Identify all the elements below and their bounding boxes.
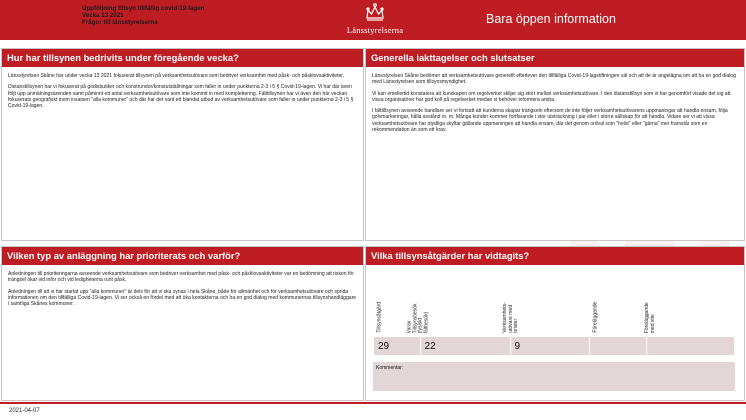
panel-title: Vilka tillsynsåtgärder har vidtagits? <box>366 247 744 265</box>
column-header: Varav Tillsynsbesök (fysiskt fältbesök) <box>420 272 510 337</box>
panel-supervision-method <box>1 48 364 241</box>
paragraph: Länsstyrelsen Skåne har under vecka 13 2021 fokuserat tillsynen på verksamhetsutövare som bedriver verksamhet med påsk- och påsklovsaktiviteter. <box>8 73 345 79</box>
column-header: Föreläggande <box>590 272 647 337</box>
panel-prioritized-facilities <box>1 246 364 401</box>
table-cell: 22 <box>420 337 510 356</box>
table-cell <box>590 337 647 356</box>
comment-label: Kommentar: <box>376 365 404 371</box>
crown-icon <box>364 2 386 22</box>
table-cell <box>647 337 735 356</box>
panel-observations <box>365 48 745 241</box>
column-header: Föreläggande med vite <box>647 272 735 337</box>
report-title: Uppföljning tillsyn tillfällig covid-19-lagen <box>82 5 205 12</box>
paragraph: I fälttillsynen avseende handlare ser vi fortsatt att kunderna skapar trängseln eftersom de inte följer verksamhetsutövarens uppmaningar att handla ensam, följa golvmarkeringar, hålla avstånd m. m. Många kunder kommer fortfarande i stor utsträckning i par eller i större sällskap för att handla. Vidare ser vi att vissa verksamhetsutövare har otydliga skyltar gällande uppmaningen att handla ensam, där det genom ordval som "helst" eller "gärna" mer framstår som en rekommendation än som ett krav. <box>372 108 728 134</box>
lansstyrelserna-logo <box>340 2 410 38</box>
panel-title: Hur har tillsynen bedrivits under föregående vecka? <box>2 49 363 67</box>
classification-label: Bara öppen information <box>486 12 616 26</box>
table-cell: 9 <box>510 337 590 356</box>
panel-body <box>8 271 357 312</box>
paragraph: Länsstyrelsen Skåne bedömer att verksamhetsutövare generellt efterlever den tillfälliga Covid-19-lagstiftningen väl och att de är angelägna om att ha en god dialog med Länsstyrelsen som tillsynsmyndighet. <box>372 73 736 86</box>
paragraph: Anledningen till att vi har startat upp "alla kommuner" är dels för att vi ska synas i hela Skåne, både för allmänhet och för verksamhetsutövare och sprida informationen om den tillfälliga Covid-19-lagen. Vi ser också en fördel med att öka kontakterna och ha en god dialog med kommunernas tillsynshandläggare i samtliga Skånes kommuner. <box>8 288 357 308</box>
logo-text: Länsstyrelserna <box>346 25 404 35</box>
measures-table <box>373 271 735 356</box>
paragraph: Vi kan emellertid konstatera att kunskapen om regelverket skiljer sig stort mellan verksamhetsutövare. I den distanstillsyn som vi har genomfört visade det sig att vissa organisatörer har god koll på regelverket medan vi behöver informera andra. <box>372 90 731 103</box>
report-heading <box>82 5 282 26</box>
report-week: Vecka 13 2021 <box>82 12 124 19</box>
footer-divider <box>0 402 746 404</box>
paragraph: Anledningen till prioriteringarna avseende verksamhetsutövare som bedriver verksamhet med påsk- och påsklovsaktiviteter var en bedömning att risken för trängsel ökar vid inför och vid ledigheterna runt påsk. <box>8 271 354 284</box>
paragraph: Distanstillsynen har vi fokuserat på godisbutiker och konstrundor/konstutställningar som faller in under punkterna 2-3 i 5 § Covid-19-lagen. Vi har där även följt upp anmälningsärenden samt påminnt ett antal verksamhetsutövare som inte kommit in med komplettering. Fälttillsynen har vi även den här veckan fokuserats geografiskt inom insatsen "alla kommuner" och där har det varit ett blandat utbud av verksamhetsutövare som faller in under punkterna 2-3 i 5 § Covid-19-lagen. <box>8 84 354 110</box>
panel-title: Generella iakttagelser och slutsatser <box>366 49 744 67</box>
comment-box <box>373 362 735 391</box>
panel-body <box>8 73 357 114</box>
panel-body <box>372 73 738 138</box>
panel-title: Vilken typ av anläggning har prioriterats och varför? <box>2 247 363 265</box>
header-bar <box>0 0 746 40</box>
report-subtitle: Frågor till länsstyrelserna <box>82 19 158 26</box>
report-date: 2021-04-07 <box>9 408 40 414</box>
table-header-row <box>374 272 735 337</box>
column-header: Tillsynsåtgärd <box>374 272 421 337</box>
table-row <box>374 337 735 356</box>
column-header: Verksamhets- utövare med brister <box>510 272 590 337</box>
table-cell: 29 <box>374 337 421 356</box>
panel-measures <box>365 246 745 401</box>
